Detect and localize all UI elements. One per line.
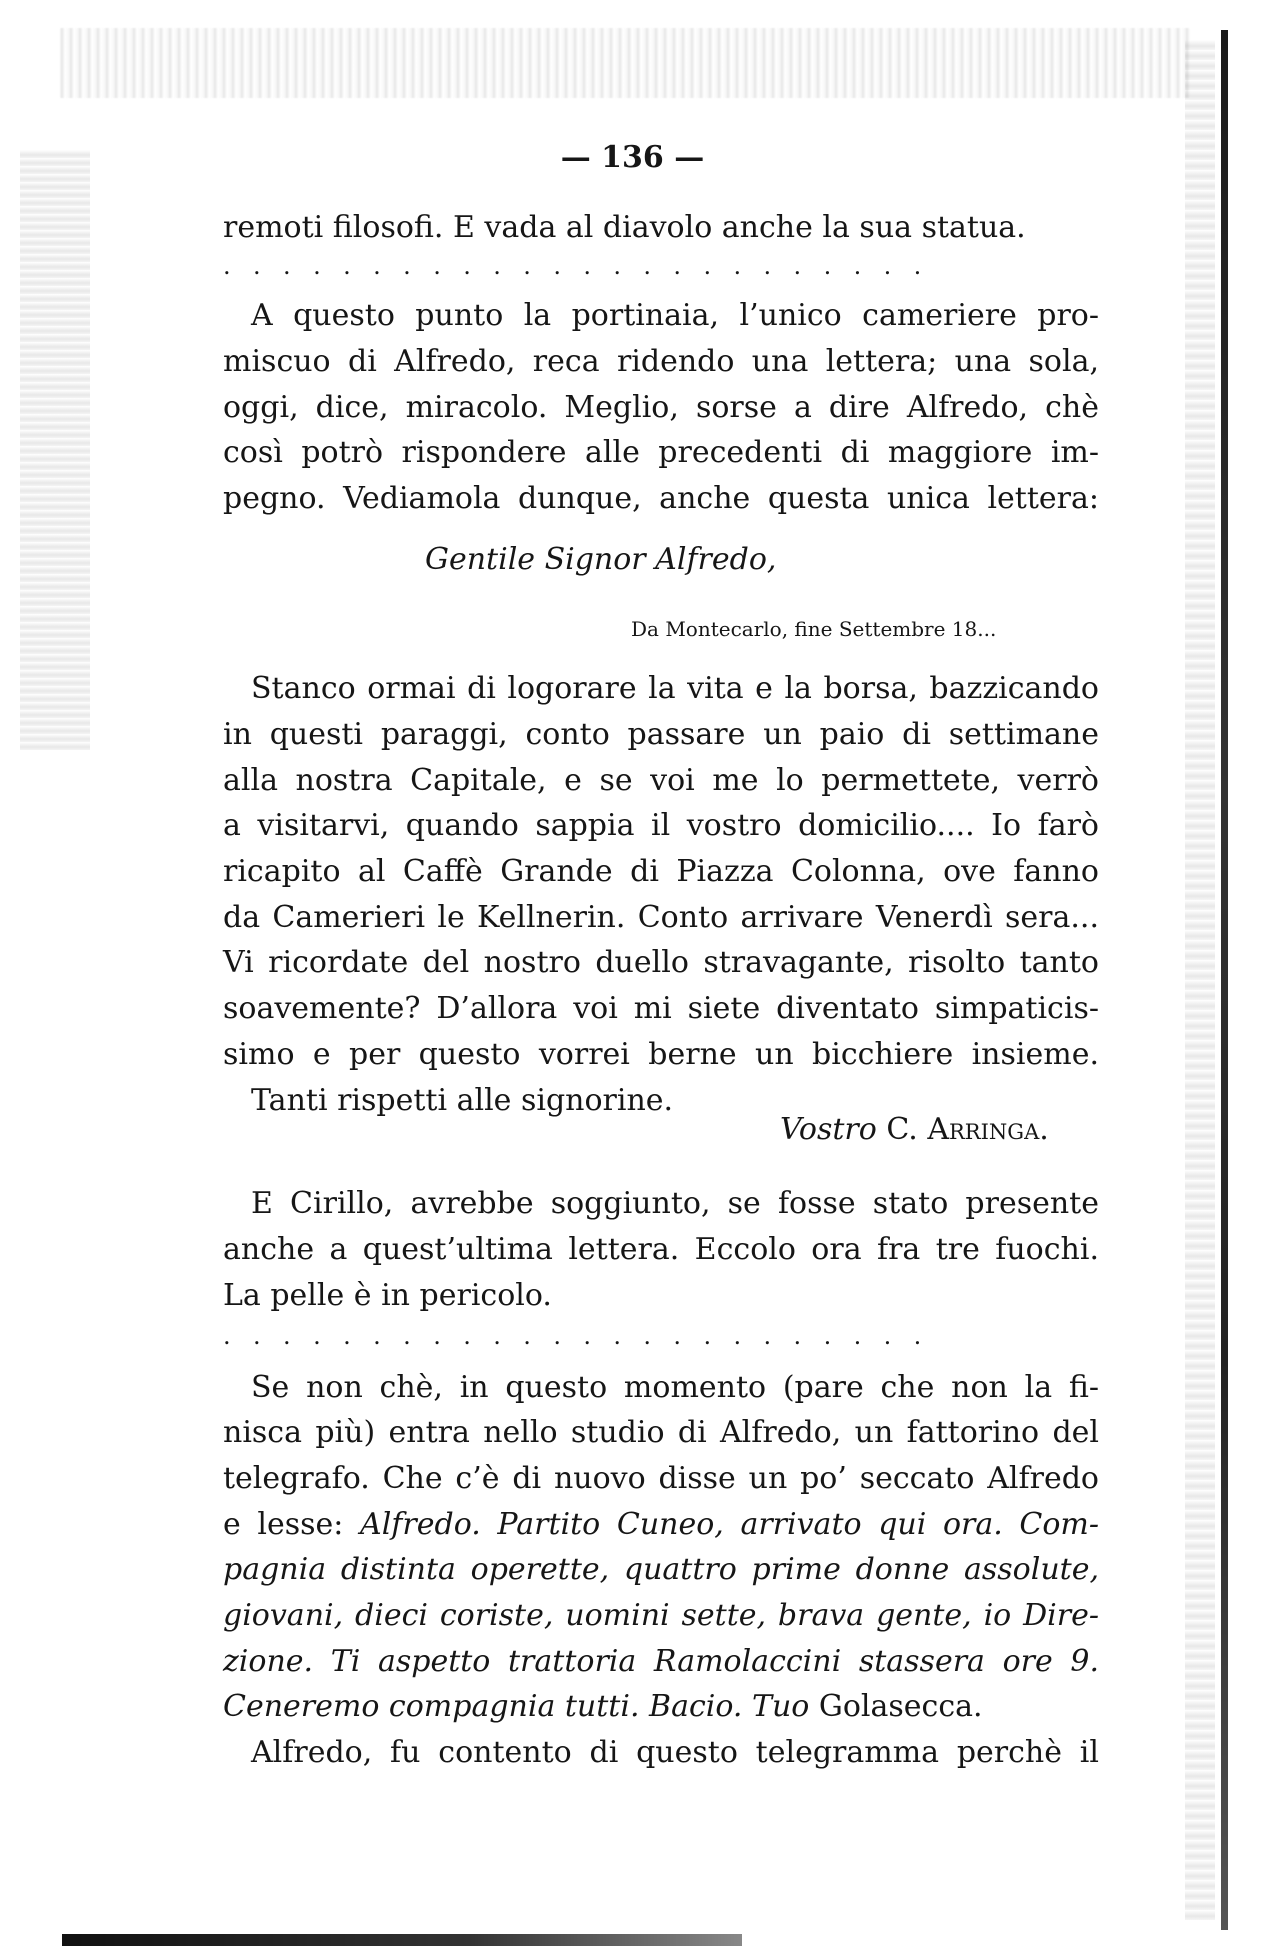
paragraph-line: telegrafo. Che c’è di nuovo disse un po’ seccato Alfredo bbox=[223, 1461, 1099, 1496]
paragraph-line: A questo punto la portinaia, l’unico cameriere pro- bbox=[251, 298, 1099, 333]
letter-salutation: Gentile Signor Alfredo, bbox=[425, 542, 777, 577]
scan-noise-top bbox=[60, 28, 1190, 98]
letter-signature bbox=[780, 1112, 1049, 1147]
text-roman: e lesse: bbox=[223, 1507, 361, 1542]
paragraph-line: Alfredo, fu contento di questo telegramma perchè il bbox=[251, 1735, 1099, 1770]
section-dots: ........................ bbox=[223, 252, 944, 280]
section-dots: ........................ bbox=[223, 1322, 944, 1350]
telegram-text: Alfredo. Partito Cuneo, arrivato qui ora. Com- bbox=[360, 1507, 1100, 1542]
page-edge-shadow bbox=[1221, 30, 1228, 1930]
telegram-line bbox=[223, 1684, 1099, 1730]
signature-name: C. Arringa. bbox=[886, 1112, 1049, 1147]
telegram-line: zione. Ti aspetto trattoria Ramolaccini stassera ore 9. bbox=[223, 1644, 1099, 1679]
paragraph-line: così potrò rispondere alle precedenti di maggiore im- bbox=[223, 435, 1099, 470]
paragraph-line: remoti filosofi. E vada al diavolo anche la sua statua. bbox=[223, 210, 1026, 245]
paragraph-line: miscuo di Alfredo, reca ridendo una lettera; una sola, bbox=[223, 344, 1099, 379]
scan-bottom-bar bbox=[62, 1934, 742, 1946]
letter-line: ricapito al Caffè Grande di Piazza Colonna, ove fanno bbox=[223, 854, 1099, 889]
letter-line: Stanco ormai di logorare la vita e la borsa, bazzicando bbox=[251, 671, 1099, 706]
paragraph-line: oggi, dice, miracolo. Meglio, sorse a dire Alfredo, chè bbox=[223, 390, 1099, 425]
paragraph-line: pegno. Vediamola dunque, anche questa unica lettera: bbox=[223, 481, 1099, 516]
letter-line: a visitarvi, quando sappia il vostro domicilio.... Io farò bbox=[223, 808, 1099, 843]
letter-closing: Tanti rispetti alle signorine. bbox=[251, 1083, 674, 1118]
paragraph-line: nisca più) entra nello studio di Alfredo, un fattorino del bbox=[223, 1415, 1099, 1450]
letter-line: simo e per questo vorrei berne un bicchiere insieme. bbox=[223, 1037, 1099, 1072]
letter-line: in questi paraggi, conto passare un paio di settimane bbox=[223, 717, 1099, 752]
page-number: — 136 — bbox=[560, 140, 705, 175]
paragraph-line bbox=[223, 1502, 1099, 1548]
paragraph-line: Se non chè, in questo momento (pare che non la fi- bbox=[251, 1370, 1099, 1405]
paragraph-line: La pelle è in pericolo. bbox=[223, 1278, 552, 1313]
scan-noise-left bbox=[20, 150, 90, 750]
letter-dateline: Da Montecarlo, fine Settembre 18... bbox=[631, 617, 997, 641]
text-roman: Golasecca. bbox=[809, 1689, 983, 1724]
scan-noise-right bbox=[1185, 40, 1215, 1920]
letter-line: alla nostra Capitale, e se voi me lo permettete, verrò bbox=[223, 763, 1099, 798]
paragraph-line: E Cirillo, avrebbe soggiunto, se fosse stato presente bbox=[251, 1186, 1099, 1221]
signature-vostro: Vostro bbox=[780, 1112, 877, 1147]
letter-line: Vi ricordate del nostro duello stravagante, risolto tanto bbox=[223, 945, 1099, 980]
telegram-text: Ceneremo compagnia tutti. Bacio. Tuo bbox=[223, 1689, 810, 1724]
letter-line: soavemente? D’allora voi mi siete diventato simpaticis- bbox=[223, 991, 1099, 1026]
letter-line: da Camerieri le Kellnerin. Conto arrivare Venerdì sera... bbox=[223, 900, 1099, 935]
telegram-line: giovani, dieci coriste, uomini sette, brava gente, io Dire- bbox=[223, 1598, 1099, 1633]
telegram-line: pagnia distinta operette, quattro prime donne assolute, bbox=[223, 1552, 1099, 1587]
paragraph-line: anche a quest’ultima lettera. Eccolo ora fra tre fuochi. bbox=[223, 1232, 1099, 1267]
